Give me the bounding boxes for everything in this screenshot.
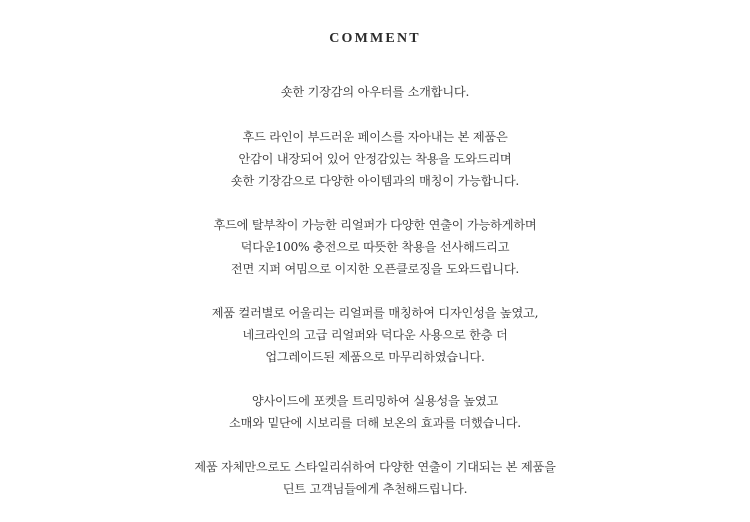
text-line: 안감이 내장되어 있어 안정감있는 착용을 도와드리며 [238, 152, 512, 166]
comment-heading: COMMENT [329, 31, 421, 46]
paragraph-intro [0, 81, 750, 103]
text-line: 후드 라인이 부드러운 페이스를 자아내는 본 제품은 [242, 130, 508, 144]
paragraph-color [0, 302, 750, 368]
paragraph-hood [0, 126, 750, 192]
text-line: 제품 컬러별로 어울리는 리얼퍼를 매칭하여 디자인성을 높였고, [211, 306, 539, 320]
text-line: 숏한 기장감의 아우터를 소개합니다. [280, 85, 470, 99]
paragraph-pocket [0, 390, 750, 434]
text-line: 양사이드에 포켓을 트리밍하여 실용성을 높였고 [251, 394, 499, 408]
paragraph-recommend [0, 456, 750, 500]
text-line: 전면 지퍼 여밈으로 이지한 오픈클로징을 도와드립니다. [230, 262, 520, 276]
text-line: 후드에 탈부착이 가능한 리얼퍼가 다양한 연출이 가능하게하며 [213, 218, 537, 232]
text-line: 딘트 고객님들에게 추천해드립니다. [282, 482, 468, 496]
paragraph-fur [0, 214, 750, 280]
text-line: 소매와 밑단에 시보리를 더해 보온의 효과를 더했습니다. [229, 416, 521, 430]
comment-body [0, 81, 750, 522]
text-line: 숏한 기장감으로 다양한 아이템과의 매칭이 가능합니다. [230, 174, 520, 188]
text-line: 제품 자체만으로도 스타일리쉬하여 다양한 연출이 기대되는 본 제품을 [194, 460, 556, 474]
text-line: 네크라인의 고급 리얼퍼와 덕다운 사용으로 한층 더 [242, 328, 508, 342]
text-line: 덕다운100% 충전으로 따뜻한 착용을 선사해드리고 [240, 240, 510, 254]
text-line: 업그레이드된 제품으로 마무리하였습니다. [265, 350, 485, 364]
